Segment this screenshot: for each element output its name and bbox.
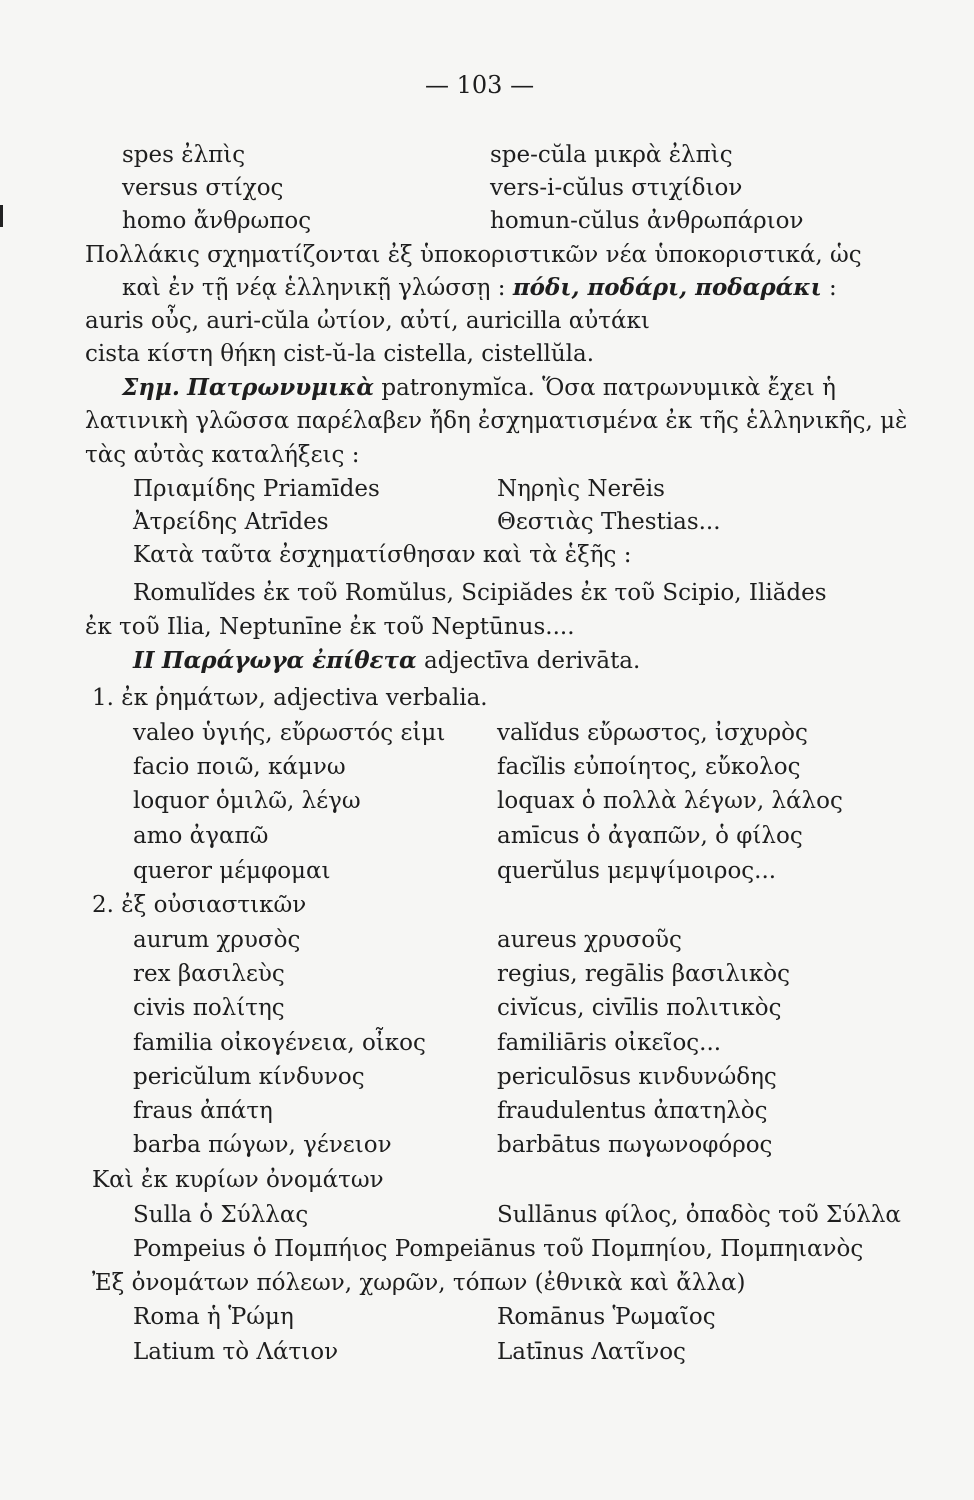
place-left: Latium τὸ Λάτιον [133, 1339, 339, 1365]
patronymic-right: Νηρηὶς Nerēis [497, 476, 665, 502]
subsection-number: 1. [92, 685, 114, 711]
subsection-heading [92, 683, 488, 713]
diminutive-left: spes ἐλπὶς [122, 142, 246, 168]
nominal-left: pericŭlum κίνδυνος [133, 1064, 365, 1090]
paragraph-line: ἐκ τοῦ Ilia, Neptunīne ἐκ τοῦ Neptūnus.... [85, 614, 575, 640]
note-line: λατινικὴ γλῶσσα παρέλαβεν ἤδη ἐσχηματισμένα ἐκ τῆς ἑλληνικῆς, μὲ [85, 408, 908, 434]
nominal-right: barbātus πωγωνοφόρος [497, 1132, 773, 1158]
subsection-heading [92, 890, 306, 920]
proper-left: Sulla ὁ Σύλλας [133, 1202, 309, 1228]
nominal-right: aureus χρυσοῦς [497, 927, 682, 953]
nominal-right: civĭcus, civīlis πολιτικὸς [497, 995, 782, 1021]
verbal-left: valeo ὑγιής, εὔρωστός εἰμι [133, 720, 446, 746]
verbal-right: facĭlis εὐποίητος, εὔκολος [497, 754, 801, 780]
nominal-left: aurum χρυσὸς [133, 927, 301, 953]
subsection-title: ἐκ ῥημάτων, adjectiva verbalia. [121, 685, 488, 711]
proper-right: Sullānus φίλος, ὀπαδὸς τοῦ Σύλλα [497, 1202, 901, 1228]
section-subtitle: adjectīva derivāta. [424, 648, 641, 674]
nominal-right: fraudulentus ἀπατηλὸς [497, 1098, 768, 1124]
place-right: Romānus Ῥωμαῖος [497, 1304, 716, 1330]
note-line: τὰς αὐτὰς καταλήξεις : [85, 442, 360, 468]
patronymic-right: Θεστιὰς Thestias... [497, 509, 721, 535]
note-text: patronymĭca. Ὅσα πατρωνυμικὰ ἔχει ἡ [381, 375, 836, 401]
subsection-number: 2. [92, 892, 114, 918]
nominal-right: familiāris οἰκεῖος... [497, 1030, 722, 1056]
paragraph-line: Ἐξ ὀνομάτων πόλεων, χωρῶν, τόπων (ἐθνικὰ καὶ ἄλλα) [92, 1270, 746, 1296]
paragraph-line: cista κίστη θήκη cist-ŭ-la cistella, cistellŭla. [85, 341, 595, 367]
verbal-right: amīcus ὁ ἀγαπῶν, ὁ φίλος [497, 823, 803, 849]
paragraph-text: : [829, 275, 837, 301]
nominal-left: rex βασιλεὺς [133, 961, 285, 987]
verbal-left: facio ποιῶ, κάμνω [133, 754, 346, 780]
diminutive-right: homun-cŭlus ἀνθρωπάριον [490, 208, 804, 234]
diminutive-right: vers-i-cŭlus στιχίδιον [490, 175, 743, 201]
verbal-left: amo ἀγαπῶ [133, 823, 269, 849]
nominal-left: civis πολίτης [133, 995, 285, 1021]
paragraph-line: Πολλάκις σχηματίζονται ἐξ ὑποκοριστικῶν νέα ὑποκοριστικά, ὡς [85, 242, 862, 268]
paragraph-line: Κατὰ ταῦτα ἐσχηματίσθησαν καὶ τὰ ἑξῆς : [133, 542, 632, 568]
place-left: Roma ἡ Ῥώμη [133, 1304, 294, 1330]
section-number: II [133, 647, 155, 674]
nominal-left: familia οἰκογένεια, οἶκος [133, 1030, 426, 1056]
paragraph-line: Pompeius ὁ Πομπήιος Pompeiānus τοῦ Πομπηίου, Πομπηιανὸς [133, 1236, 864, 1262]
paragraph-text: καὶ ἐν τῇ νέᾳ ἑλληνικῇ γλώσσῃ : [122, 275, 506, 301]
paragraph-line [122, 273, 837, 303]
verbal-left: loquor ὁμιλῶ, λέγω [133, 788, 361, 814]
paragraph-line: auris οὖς, auri-cŭla ὠτίον, αὐτί, auricilla αὐτάκι [85, 308, 650, 334]
note-label: Σημ. [122, 374, 180, 401]
verbal-right: loquax ὁ πολλὰ λέγων, λάλος [497, 788, 843, 814]
nominal-right: regius, regālis βασιλικὸς [497, 961, 791, 987]
nominal-left: barba πώγων, γένειον [133, 1132, 392, 1158]
diminutive-left: versus στίχος [122, 175, 284, 201]
note-line [122, 373, 836, 403]
note-title: Πατρωνυμικὰ [187, 374, 375, 401]
paragraph-line: Romulĭdes ἐκ τοῦ Romŭlus, Scipiădes ἐκ τοῦ Scipio, Iliădes [133, 580, 827, 606]
verbal-right: valĭdus εὔρωστος, ἰσχυρὸς [497, 720, 808, 746]
patronymic-left: Πριαμίδης Priamīdes [133, 476, 380, 502]
page-number: — 103 — [425, 71, 535, 99]
diminutive-right: spe-cŭla μικρὰ ἐλπὶς [490, 142, 733, 168]
nominal-right: periculōsus κινδυνώδης [497, 1064, 777, 1090]
paragraph-line: Καὶ ἐκ κυρίων ὀνομάτων [92, 1167, 384, 1193]
subsection-title: ἐξ οὐσιαστικῶν [121, 892, 307, 918]
nominal-left: fraus ἀπάτη [133, 1098, 273, 1124]
patronymic-left: Ἀτρείδης Atrīdes [133, 509, 329, 535]
diminutive-left: homo ἄνθρωπος [122, 208, 312, 234]
verbal-left: queror μέμφομαι [133, 858, 331, 884]
emphasized-words: πόδι, ποδάρι, ποδαράκι [512, 274, 822, 301]
page-edge-mark [0, 205, 3, 227]
verbal-right: querŭlus μεμψίμοιρος... [497, 858, 777, 884]
place-right: Latīnus Λατῖνος [497, 1339, 686, 1365]
section-title: Παράγωγα ἐπίθετα [161, 647, 417, 674]
section-heading [133, 646, 640, 676]
